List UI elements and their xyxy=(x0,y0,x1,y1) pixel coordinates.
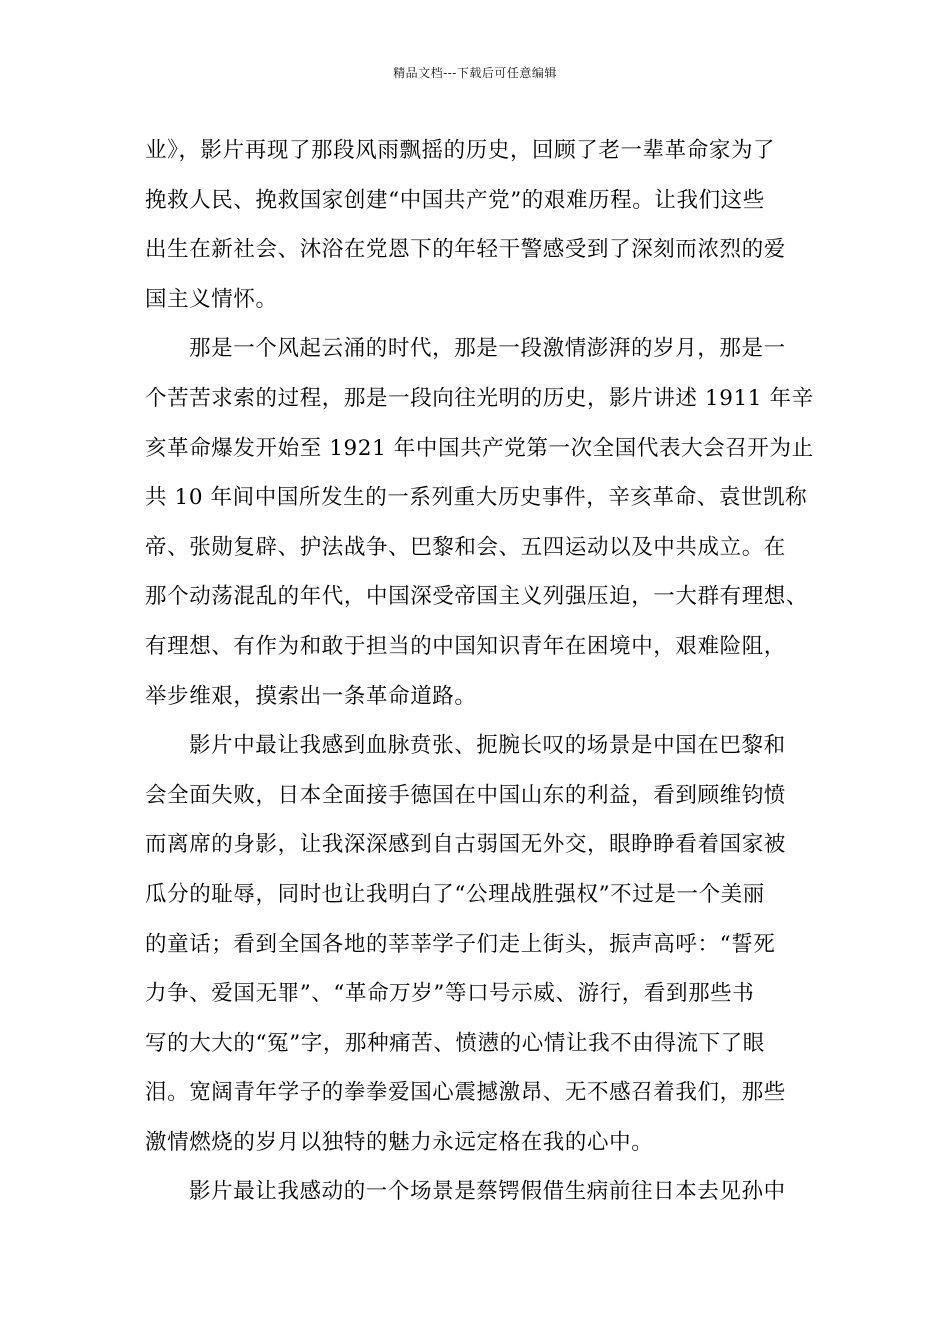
paragraph-4 xyxy=(145,1167,809,1217)
text-line: 的童话；看到全国各地的莘莘学子们走上街头，振声高呼：“誓死 xyxy=(145,931,776,957)
text-line: 会全面失败，日本全面接手德国在中国山东的利益，看到顾维钧愤 xyxy=(145,782,786,808)
paragraph-2 xyxy=(145,324,814,721)
document-body xyxy=(145,126,814,1217)
text-line: 国主义情怀。 xyxy=(145,286,278,312)
page-header: 精品文档---下载后可任意编辑 xyxy=(393,66,557,80)
text-line: 有理想、有作为和敢于担当的中国知识青年在困境中，艰难险阻， xyxy=(145,633,786,659)
text-line: 影片最让我感动的一个场景是蔡锷假借生病前往日本去见孙中 xyxy=(189,1179,786,1205)
text-line: 力争、爱国无罪”、“革命万岁”等口号示威、游行，看到那些书 xyxy=(145,981,755,1007)
text-line: 举步维艰，摸索出一条革命道路。 xyxy=(145,683,477,709)
paragraph-1 xyxy=(145,126,809,324)
text-line: 影片中最让我感到血脉贲张、扼腕长叹的场景是中国在巴黎和 xyxy=(189,733,786,759)
text-line: 写的大大的“冤”字，那种痛苦、愤懑的心情让我不由得流下了眼 xyxy=(145,1030,765,1056)
text-line: 业》，影片再现了那段风雨飘摇的历史，回顾了老一辈革命家为了 xyxy=(145,138,776,163)
text-line: 亥革命爆发开始至 1921 年中国共产党第一次全国代表大会召开为止 xyxy=(145,435,814,461)
text-line: 挽救人民、挽救国家创建“中国共产党”的艰难历程。让我们这些 xyxy=(145,187,765,213)
text-line: 出生在新社会、沐浴在党恩下的年轻干警感受到了深刻而浓烈的爱 xyxy=(145,237,786,263)
text-line: 个苦苦求索的过程，那是一段向往光明的历史，影片讲述 1911 年辛 xyxy=(145,385,814,411)
text-line: 而离席的身影，让我深深感到自古弱国无外交，眼睁睁看着国家被 xyxy=(145,832,786,858)
text-line: 那个动荡混乱的年代，中国深受帝国主义列强压迫，一大群有理想、 xyxy=(145,584,809,610)
paragraph-3 xyxy=(145,721,809,1167)
text-line: 那是一个风起云涌的时代，那是一段激情澎湃的岁月，那是一 xyxy=(189,336,786,362)
text-line: 泪。宽阔青年学子的拳拳爱国心震撼激昂、无不感召着我们，那些 xyxy=(145,1080,786,1106)
text-line: 帝、张勋复辟、护法战争、巴黎和会、五四运动以及中共成立。在 xyxy=(145,534,786,560)
text-line: 激情燃烧的岁月以独特的魅力永远定格在我的心中。 xyxy=(145,1129,654,1155)
text-line: 瓜分的耻辱，同时也让我明白了“公理战胜强权”不过是一个美丽 xyxy=(145,881,765,907)
text-line: 共 10 年间中国所发生的一系列重大历史事件，辛亥革命、袁世凯称 xyxy=(145,485,808,511)
